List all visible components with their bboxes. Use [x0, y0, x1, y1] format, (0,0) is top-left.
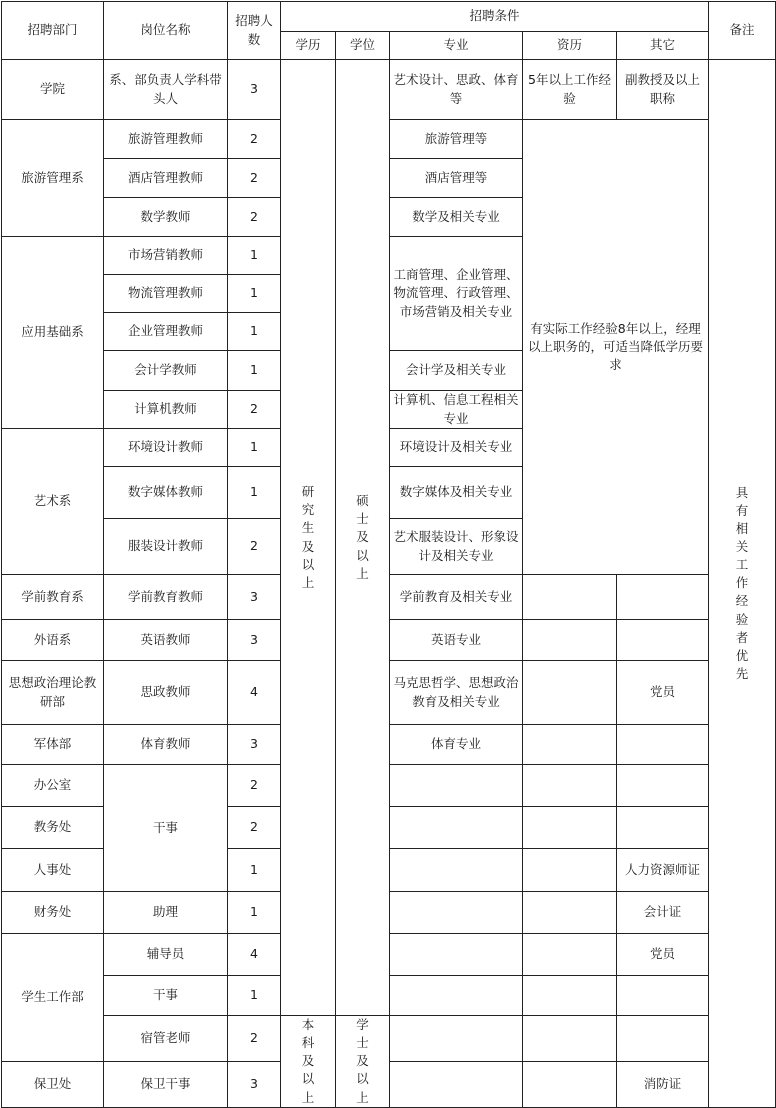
position-cell: 系、部负责人学科带头人: [104, 60, 228, 120]
count-cell: 1: [228, 467, 281, 519]
other-cell: 党员: [617, 661, 709, 725]
header-degree: 学位: [336, 32, 390, 60]
count-cell: 3: [228, 1061, 281, 1107]
count-cell: 1: [228, 313, 281, 351]
position-cell: 助理: [104, 892, 228, 934]
dept-cell: 办公室: [2, 765, 104, 807]
major-cell: 会计学及相关专业: [390, 351, 523, 391]
position-cell: 宿管老师: [104, 1016, 228, 1062]
experience-cell: [523, 892, 617, 934]
other-cell: [617, 725, 709, 765]
degree-cell: 硕 士 及 以 上: [336, 60, 390, 1016]
degree-cell: 学 士 及 以 上: [336, 1016, 390, 1108]
major-cell: [390, 807, 523, 849]
count-cell: 2: [228, 159, 281, 198]
header-remark: 备注: [709, 2, 776, 60]
dept-cell: 外语系: [2, 620, 104, 661]
other-cell: 人力资源师证: [617, 849, 709, 892]
recruitment-table: [1, 1, 776, 1108]
education-cell: 研 究 生 及 以 上: [281, 60, 336, 1016]
position-cell: 旅游管理教师: [104, 120, 228, 159]
count-cell: 2: [228, 519, 281, 575]
count-cell: 1: [228, 351, 281, 391]
position-cell: 干事: [104, 765, 228, 892]
other-cell: [617, 807, 709, 849]
count-cell: 2: [228, 1016, 281, 1062]
count-cell: 1: [228, 892, 281, 934]
other-cell: 消防证: [617, 1061, 709, 1107]
position-cell: 环境设计教师: [104, 429, 228, 467]
other-cell: [617, 765, 709, 807]
count-cell: 4: [228, 661, 281, 725]
header-experience: 资历: [523, 32, 617, 60]
position-cell: 服装设计教师: [104, 519, 228, 575]
position-cell: 市场营销教师: [104, 237, 228, 275]
header-conditions: 招聘条件: [281, 2, 709, 32]
position-cell: 酒店管理教师: [104, 159, 228, 198]
header-count: 招聘人数: [228, 2, 281, 60]
major-cell: 艺术设计、思政、体育等: [390, 60, 523, 120]
count-cell: 1: [228, 275, 281, 313]
experience-cell: [523, 807, 617, 849]
position-cell: 计算机教师: [104, 391, 228, 429]
experience-cell: [523, 765, 617, 807]
major-cell: 学前教育及相关专业: [390, 575, 523, 620]
position-cell: 思政教师: [104, 661, 228, 725]
major-cell: [390, 765, 523, 807]
header-other: 其它: [617, 32, 709, 60]
count-cell: 3: [228, 620, 281, 661]
major-cell: 酒店管理等: [390, 159, 523, 198]
position-cell: 学前教育教师: [104, 575, 228, 620]
dept-cell: 学院: [2, 60, 104, 120]
experience-cell: 有实际工作经验8年以上，经理以上职务的，可适当降低学历要求: [523, 120, 709, 575]
position-cell: 数学教师: [104, 198, 228, 237]
dept-cell: 教务处: [2, 807, 104, 849]
other-cell: [617, 575, 709, 620]
count-cell: 2: [228, 120, 281, 159]
major-cell: 计算机、信息工程相关专业: [390, 391, 523, 429]
position-cell: 企业管理教师: [104, 313, 228, 351]
dept-cell: 艺术系: [2, 429, 104, 575]
major-cell: 体育专业: [390, 725, 523, 765]
position-cell: 辅导员: [104, 934, 228, 976]
other-cell: 副教授及以上职称: [617, 60, 709, 120]
count-cell: 2: [228, 807, 281, 849]
education-cell: 本 科 及 以 上: [281, 1016, 336, 1108]
dept-cell: 学生工作部: [2, 934, 104, 1062]
header-position: 岗位名称: [104, 2, 228, 60]
position-cell: 英语教师: [104, 620, 228, 661]
count-cell: 2: [228, 391, 281, 429]
dept-cell: 学前教育系: [2, 575, 104, 620]
major-cell: 马克思哲学、思想政治教育及相关专业: [390, 661, 523, 725]
dept-cell: 应用基础系: [2, 237, 104, 429]
other-cell: 会计证: [617, 892, 709, 934]
count-cell: 4: [228, 934, 281, 976]
experience-cell: [523, 725, 617, 765]
major-cell: 英语专业: [390, 620, 523, 661]
other-cell: 党员: [617, 934, 709, 976]
position-cell: 物流管理教师: [104, 275, 228, 313]
count-cell: 1: [228, 429, 281, 467]
experience-cell: 5年以上工作经验: [523, 60, 617, 120]
experience-cell: [523, 1061, 617, 1107]
other-cell: [617, 976, 709, 1016]
experience-cell: [523, 976, 617, 1016]
dept-cell: 保卫处: [2, 1061, 104, 1107]
count-cell: 3: [228, 575, 281, 620]
major-cell: [390, 1016, 523, 1062]
count-cell: 1: [228, 976, 281, 1016]
dept-cell: 人事处: [2, 849, 104, 892]
table-row: [2, 60, 776, 120]
experience-cell: [523, 620, 617, 661]
major-cell: 数字媒体及相关专业: [390, 467, 523, 519]
experience-cell: [523, 849, 617, 892]
count-cell: 2: [228, 765, 281, 807]
other-cell: [617, 1016, 709, 1062]
major-cell: [390, 1061, 523, 1107]
major-cell: [390, 892, 523, 934]
header-major: 专业: [390, 32, 523, 60]
header-dept: 招聘部门: [2, 2, 104, 60]
major-cell: [390, 976, 523, 1016]
experience-cell: [523, 575, 617, 620]
count-cell: 2: [228, 198, 281, 237]
major-cell: 艺术服装设计、形象设计及相关专业: [390, 519, 523, 575]
count-cell: 1: [228, 237, 281, 275]
dept-cell: 财务处: [2, 892, 104, 934]
position-cell: 干事: [104, 976, 228, 1016]
remark-cell: 具 有 相 关 工 作 经 验 者 优 先: [709, 60, 776, 1108]
position-cell: 体育教师: [104, 725, 228, 765]
major-cell: 工商管理、企业管理、物流管理、行政管理、市场营销及相关专业: [390, 237, 523, 351]
position-cell: 会计学教师: [104, 351, 228, 391]
count-cell: 1: [228, 849, 281, 892]
count-cell: 3: [228, 725, 281, 765]
major-cell: [390, 934, 523, 976]
major-cell: 环境设计及相关专业: [390, 429, 523, 467]
table-row: [2, 1016, 776, 1062]
position-cell: 数字媒体教师: [104, 467, 228, 519]
experience-cell: [523, 934, 617, 976]
experience-cell: [523, 1016, 617, 1062]
dept-cell: 思想政治理论教研部: [2, 661, 104, 725]
major-cell: [390, 849, 523, 892]
position-cell: 保卫干事: [104, 1061, 228, 1107]
major-cell: 数学及相关专业: [390, 198, 523, 237]
major-cell: 旅游管理等: [390, 120, 523, 159]
dept-cell: 旅游管理系: [2, 120, 104, 237]
header-education: 学历: [281, 32, 336, 60]
count-cell: 3: [228, 60, 281, 120]
other-cell: [617, 620, 709, 661]
dept-cell: 军体部: [2, 725, 104, 765]
experience-cell: [523, 661, 617, 725]
